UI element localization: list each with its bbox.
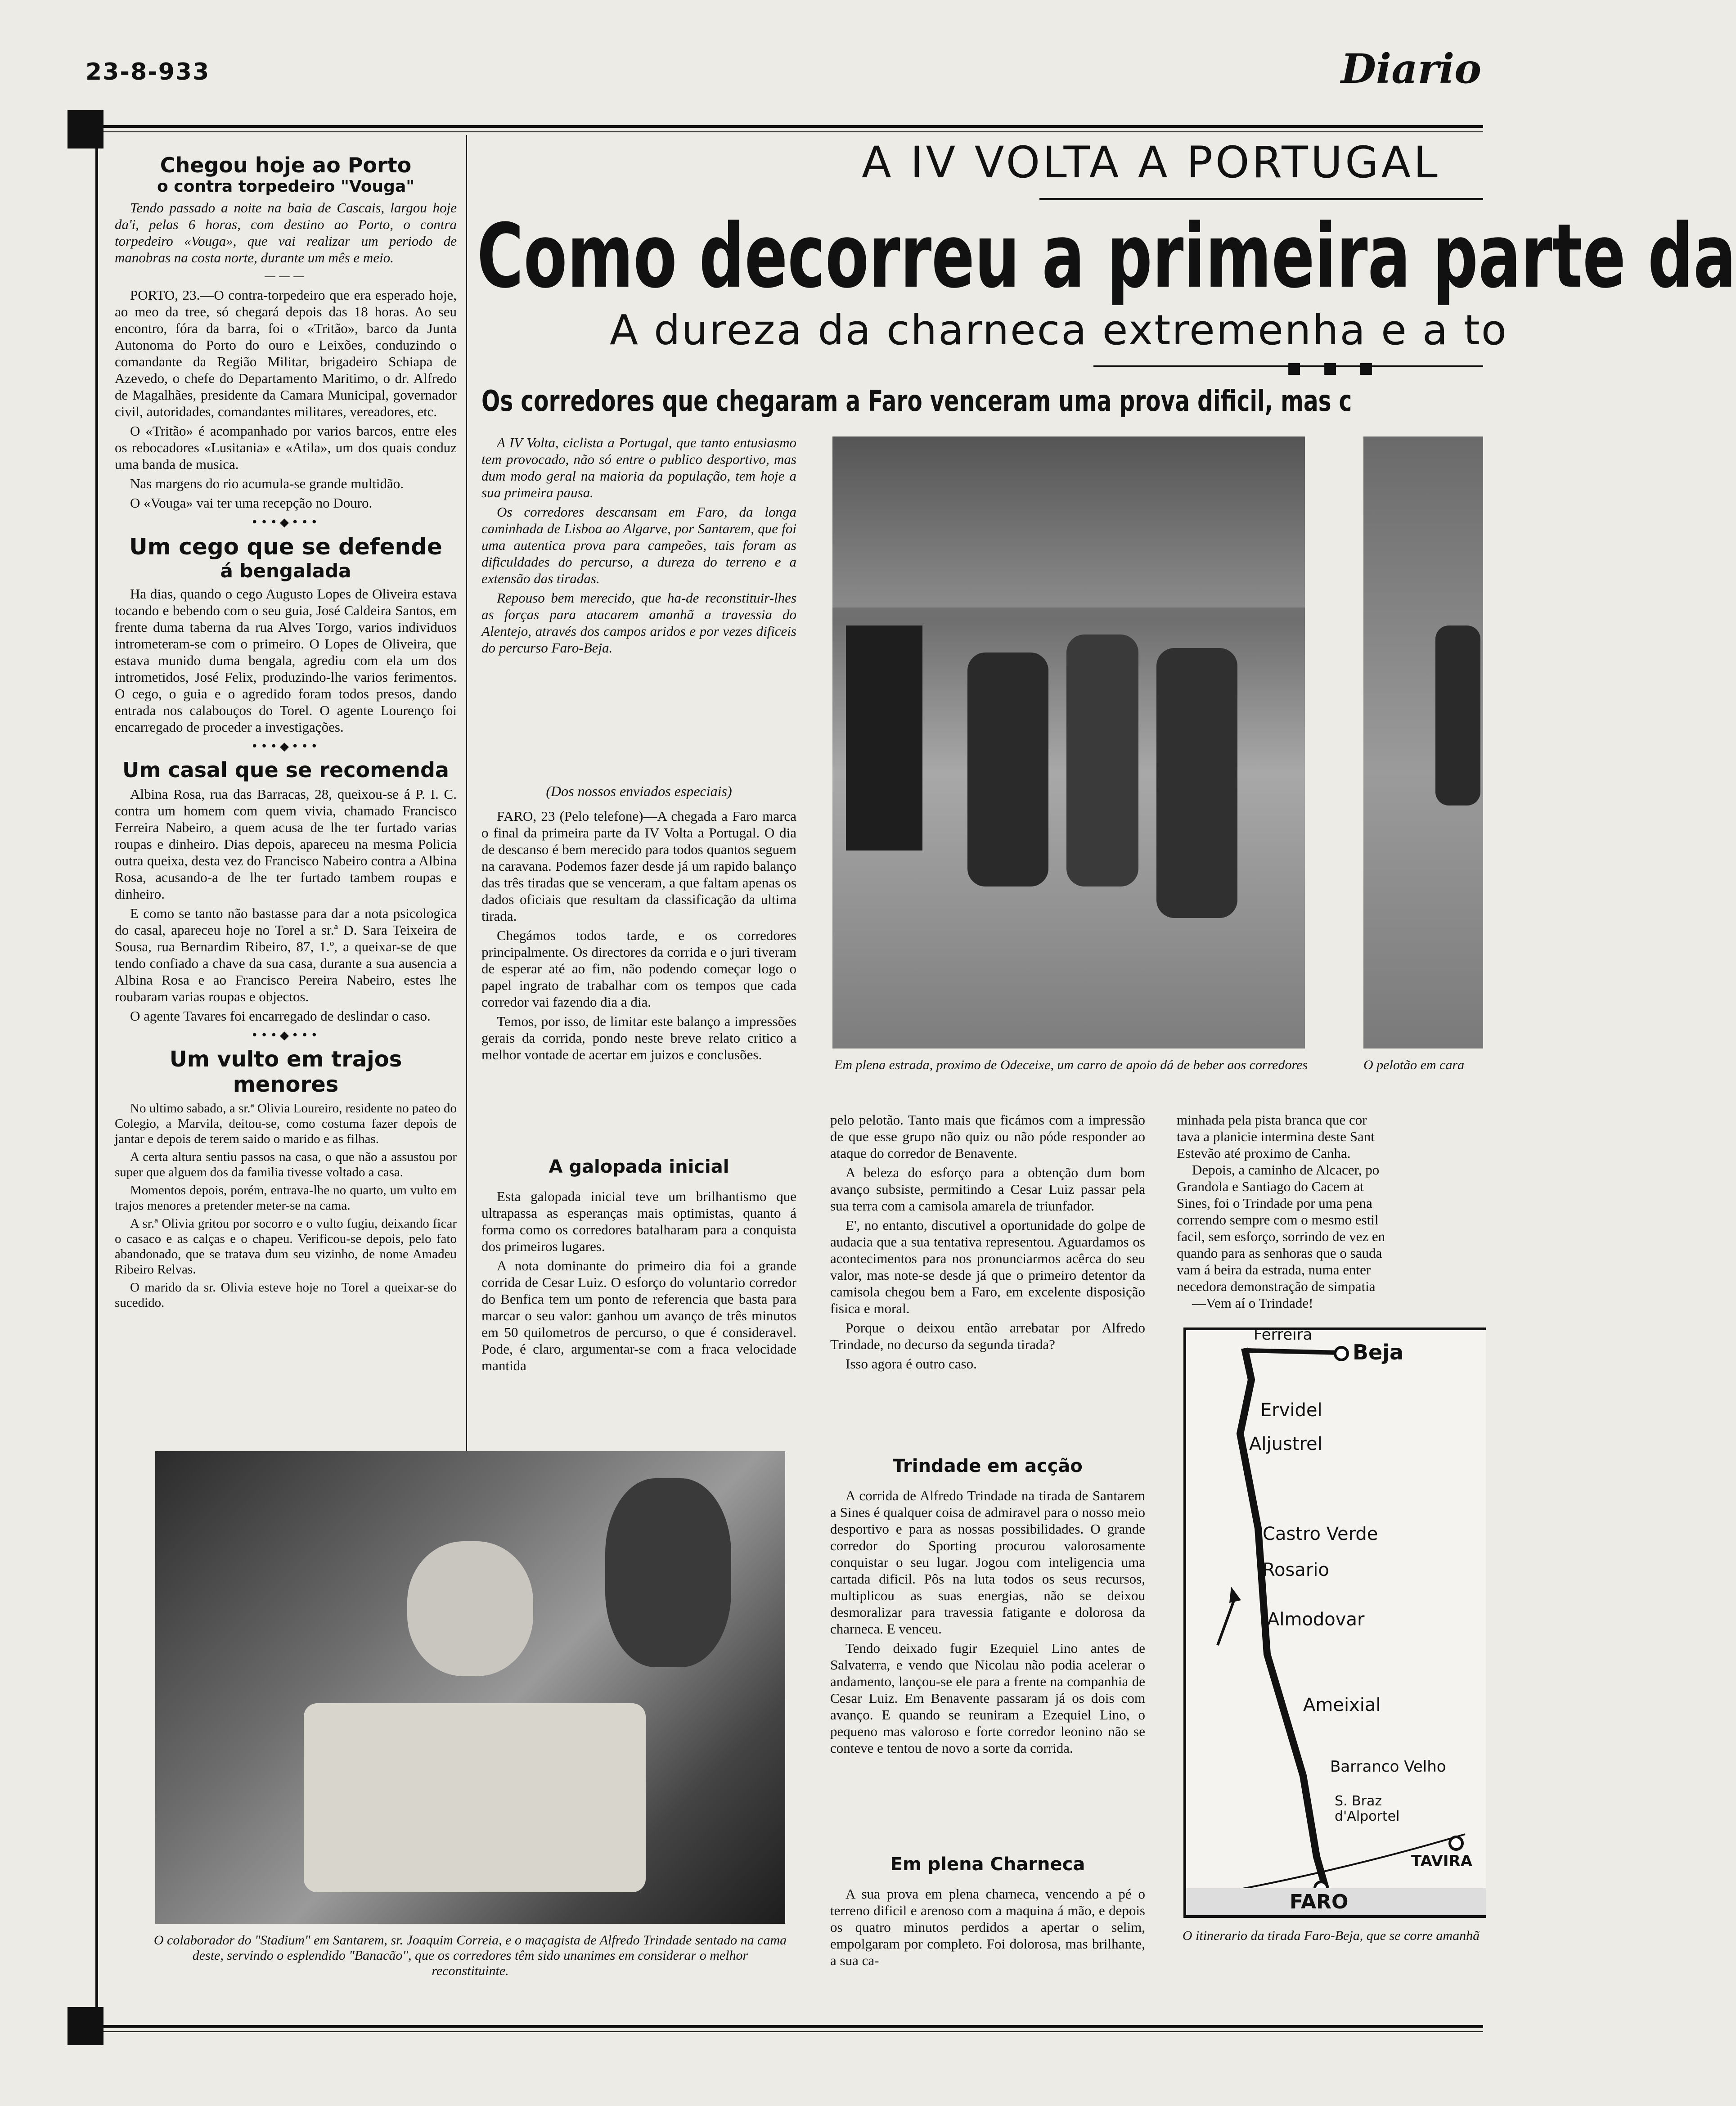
paragraph: FARO, 23 (Pelo telefone)—A chegada a Faro marca o final da primeira parte da IV Volta a Portugal. O dia de descanso é bem merecido para todos quantos seguem na caravana. Podemos fazer desde já um rapido balanço das três tiradas que se venceram, a que faltam apenas os dados oficiais que resultam da classificação da ultima tirada. — [481, 808, 796, 924]
paragraph: E', no entanto, discutivel a oportunidade do golpe de audacia que a sua tentativa representou. Aguardamos os acontecimentos para nos pronunciarmos acêrca do seu valor, mas note-se desde já que o primeiro detentor da camisola chegou bem a Faro, em excelente disposição fisica e moral. — [830, 1217, 1145, 1316]
paragraph: Momentos depois, porém, entrava-lhe no quarto, um vulto em trajos menores a pretender meter-se na cama. — [115, 1183, 457, 1213]
map-label-s-braz: S. Braz d'Alportel — [1335, 1793, 1400, 1824]
article-body-galopada — [481, 1188, 796, 1377]
map-label-barranco-velho: Barranco Velho — [1330, 1758, 1446, 1776]
paragraph: O marido da sr. Olivia esteve hoje no Torel a queixar-se do sucedido. — [115, 1280, 457, 1310]
article-intro — [481, 434, 796, 659]
map-label-beja: Beja — [1353, 1340, 1404, 1364]
photo-caption-stadium: O colaborador do "Stadium" em Santarem, sr. Joaquim Correia, e o maçagista de Alfredo Trindade sentado na cama deste, servindo o esplendido "Banacão", que os corredores têm sido unanimes em considerar o melhor reconstituinte. — [153, 1933, 787, 1978]
article-body-pelotao — [830, 1112, 1145, 1375]
article-body-trindade — [830, 1487, 1145, 1759]
ornament-divider: •••◆••• — [251, 516, 320, 529]
paragraph: A corrida de Alfredo Trindade na tirada de Santarem a Sines é qualquer coisa de admiravel para o nosso meio desportivo e para as nossas possibilidades. O grande corredor do Sporting procurou valorosamente conquistar o seu lugar. Jogou com inteligencia uma cartada dificil. Pôs na luta todos os seus recursos, multiplicou as suas energias, não se deixou desmoralizar para travessia fatigante e dolorosa da charneca. E venceu. — [830, 1488, 1145, 1637]
paragraph: Albina Rosa, rua das Barracas, 28, queixou-se á P. I. C. contra um homem com quem vivia, chamado Francisco Ferreira Nabeiro, a quem acusa de lhe ter furtado varias roupas e dinheiro. Dias depois, apareceu na mesma Policia outra queixa, desta vez do Francisco Nabeiro contra a Albina Rosa, acusando-a de lhe ter furtado tambem roupas e dinheiro. — [115, 786, 457, 902]
left-frame-corner — [67, 110, 103, 148]
paragraph: O «Vouga» vai ter uma recepção no Douro. — [130, 495, 373, 511]
paragraph: pelo pelotão. Tanto mais que ficámos com a impressão de que esse grupo não quiz ou não póde responder ao ataque do corredor de Benavente. — [830, 1112, 1145, 1161]
paragraph: A IV Volta, ciclista a Portugal, que tanto entusiasmo tem provocado, não só entre o publico desportivo, mas dum modo geral na maioria da população, tem hoje a sua primeira pausa. — [481, 435, 796, 500]
left-frame-bottom-corner — [67, 2007, 103, 2045]
deck-ornament: ■ ■ ■ — [1287, 359, 1382, 377]
paragraph: Temos, por isso, de limitar este balanço a impressões gerais da corrida, pondo neste breve relato critico a melhor vontade de acertar em juizos e conclusões. — [481, 1013, 796, 1062]
article-body-charneca — [830, 1886, 1145, 1971]
paragraph: O agente Tavares foi encarregado de deslindar o caso. — [130, 1008, 431, 1024]
paragraph: Esta galopada inicial teve um brilhantismo que ultrapassa as esperanças mais optimistas, quanto á forma como os corredores batalharam para a conquista dos primeiros lugares. — [481, 1188, 796, 1254]
paragraph: A sua prova em plena charneca, vencendo a pé o terreno dificil e arenoso com a maquina á mão, e depois os quatro minutos perdidos a apertar o selim, empolgaram por completo. Foi dolorosa, mas brilhante, a sua ca- — [830, 1886, 1145, 1968]
map-label-faro: FARO — [1290, 1890, 1349, 1913]
subheading-trindade: Trindade em acção — [893, 1456, 1083, 1476]
top-rule-thin — [103, 131, 1483, 132]
column-divider — [466, 135, 467, 1454]
photo-odeceixe — [832, 436, 1305, 1048]
masthead: Diario — [1341, 45, 1482, 93]
photo-caption-pelotao: O pelotão em cara — [1363, 1058, 1465, 1072]
subheading-charneca: Em plena Charneca — [890, 1854, 1085, 1875]
map-label-ervidel: Ervidel — [1260, 1400, 1322, 1421]
section-divider: ——— — [264, 270, 307, 283]
article-title-vulto: Um vulto em trajos menores — [169, 1047, 402, 1097]
paragraph: Os corredores descansam em Faro, da longa caminhada de Lisboa ao Algarve, por Santarem, que foi uma autentica prova para campeões, tais foram as dificuldades do percurso, a dureza do terreno e a extensão das tiradas. — [481, 504, 796, 586]
kicker: A IV VOLTA A PORTUGAL — [862, 137, 1440, 188]
article-lead-porto: Tendo passado a noite na baia de Cascais, largou hoje da'i, pelas 6 horas, com destino ao Porto, o contra torpedeiro «Vouga», que vai realizar um periodo de manobras na costa norte, durante um mês e meio. — [115, 200, 457, 266]
map-label-castro-verde: Castro Verde — [1263, 1524, 1378, 1544]
subheading-galopada: A galopada inicial — [549, 1156, 729, 1177]
article-subtitle-porto: o contra torpedeiro "Vouga" — [157, 177, 414, 196]
headline: Como decorreu a primeira parte da — [477, 205, 1736, 308]
map-label-rosario: Rosario — [1263, 1560, 1329, 1580]
paragraph: A beleza do esforço para a obtenção dum bom avanço subsiste, permitindo a Cesar Luiz passar pela sua terra com a camisola amarela de triunfador. — [830, 1165, 1145, 1214]
article-body-casal — [115, 786, 457, 1024]
bottom-rule-thin — [103, 2031, 1483, 2032]
paragraph: A nota dominante do primeiro dia foi a grande corrida de Cesar Luiz. O esforço do voluntario corredor do Benfica tem um ponto de referencia que basta para marcar o seu valor: ganhou um avanço de três minutos em 50 quilometros de percurso, o que é consideravel. Pode, é claro, argumentar-se com a fraca velocidade mantida — [481, 1258, 796, 1373]
map-label-aljustrel: Aljustrel — [1249, 1434, 1322, 1454]
paragraph: Nas margens do rio acumula-se grande multidão. — [130, 476, 404, 491]
paragraph: A sr.ª Olivia gritou por socorro e o vulto fugiu, deixando ficar o casaco e as calças e o chapeu. Verificou-se depois, pelo fato abandonado, que se tratava dum seu vizinho, de nome Amadeu Ribeiro Relvas. — [115, 1216, 457, 1277]
article-body-caminhada: minhada pela pista branca que cor tava a planicie intermina deste Sant Estevão até proximo de Canha. Depois, a caminho de Alcacer, po Grandola e Santiago do Cacem at Sines, foi o Trindade por uma pena correndo sempre com o mesmo estil facil, sem esforço, sorrindo de vez en quando para as senhoras que o sauda vam á beira da estrada, numa enter necedora demonstração de simpatia —Vem aí o Trindade! — [1177, 1112, 1385, 1311]
map-label-ameixial: Ameixial — [1303, 1695, 1381, 1715]
article-body-cego — [115, 585, 457, 735]
map-label-almodovar: Almodovar — [1267, 1609, 1365, 1630]
kicker-rule — [1039, 198, 1483, 200]
map-label-ferreira: Ferreira — [1254, 1326, 1313, 1344]
paragraph: Repouso bem merecido, que ha-de reconstituir-lhes as forças para atacarem amanhã a travessia do Alentejo, através dos campos aridos e por vezes dificeis do percurso Faro-Beja. — [481, 590, 796, 656]
ornament-divider: •••◆••• — [251, 740, 320, 753]
paragraph: Chegámos todos tarde, e os corredores principalmente. Os directores da corrida e o juri tiveram de esperar até ao fim, não podendo começar logo o papel ingrato de trabalhar com os tempos que cada corredor vai fazendo dia a dia. — [481, 927, 796, 1010]
paragraph: Tendo deixado fugir Ezequiel Lino antes de Salvaterra, e vendo que Nicolau não podia acelerar o andamento, lançou-se ele para a frente na companhia de Cesar Luiz. Em Benavente passaram já os dois com avanço. E quando se reuniram a Ezequiel Lino, o pequeno mas valoroso e forte corredor leonino não se conteve e tentou de novo a sorte da corrida. — [830, 1640, 1145, 1756]
paragraph: Ha dias, quando o cego Augusto Lopes de Oliveira estava tocando e bebendo com o seu guia, José Caldeira Santos, em frente duma taberna da rua Alves Torgo, varios individuos intrometeram-se com o primeiro. O Lopes de Oliveira, que estava munido duma bengala, agrediu com ela um dos intrometidos, José Felix, produzindo-lhe varios ferimentos. O cego, o guia e o agredido foram todos presos, dando entrada nos calabouços do Torel. O agente Lourenço foi encarregado de proceder a investigações. — [115, 586, 457, 735]
paragraph: E como se tanto não bastasse para dar a nota psicologica do casal, apareceu hoje no Torel a sr.ª D. Sara Teixeira de Sousa, rua Bernardim Ribeiro, 87, 1.º, a queixar-se de que tendo confiado a chave da sua casa, durante a sua ausencia a Albina Rosa e ao Francisco Pereira Nabeiro, estes lhe roubaram varias roupas e objectos. — [115, 905, 457, 1004]
photo-caption-odeceixe: Em plena estrada, proximo de Odeceixe, um carro de apoio dá de beber aos corredores — [834, 1058, 1308, 1072]
paragraph: O «Tritão» é acompanhado por varios barcos, entre eles os rebocadores «Lusitania» e «Atila», um dos quais conduz uma banda de musica. — [115, 423, 457, 472]
article-subtitle-cego: á bengalada — [220, 560, 351, 582]
left-column — [115, 153, 457, 1313]
photo-pelotao — [1363, 436, 1483, 1048]
article-title-cego: Um cego que se defende — [129, 534, 442, 560]
map-label-tavira: TAVIRA — [1411, 1852, 1473, 1870]
paragraph: PORTO, 23.—O contra-torpedeiro que era esperado hoje, ao meo da tree, só chegará depois das 18 horas. Ao seu encontro, fóra da barra, foi o «Tritão», barco da Junta Autonoma do Porto do ouro e Leixões, conduzindo o comandante da Região Militar, brigadeiro Schiapa de Azevedo, o chefe do Departamento Maritimo, o dr. Alfredo de Magalhães, presidente da Camara Municipal, governador civil, autoridades, comandantes militares, vereadores, etc. — [115, 287, 457, 419]
ornament-divider: •••◆••• — [251, 1029, 320, 1042]
paragraph: No ultimo sabado, a sr.ª Olivia Loureiro, residente no pateo do Colegio, a Marvila, deitou-se, como costuma fazer depois de jantar e depois de terem saido o marido e as filhas. — [115, 1101, 457, 1146]
paragraph: A certa altura sentiu passos na casa, o que não a assustou por super que alguem dos da familia tivesse voltado a casa. — [115, 1150, 457, 1179]
subhead: Os corredores que chegaram a Faro venceram uma prova dificil, mas c — [481, 385, 1352, 418]
paragraph: Porque o deixou então arrebatar por Alfredo Trindade, no decurso da segunda tirada? — [830, 1320, 1145, 1352]
page-date: 23-8-933 — [85, 58, 210, 86]
byline: (Dos nossos enviados especiais) — [546, 783, 732, 799]
bottom-rule — [103, 2025, 1483, 2028]
top-rule — [103, 125, 1483, 128]
article-body-faro — [481, 808, 796, 1066]
photo-stadium-colaborador — [155, 1451, 785, 1924]
route-map — [1183, 1328, 1486, 1918]
paragraph: Isso agora é outro caso. — [846, 1356, 977, 1372]
article-title-porto: Chegou hoje ao Porto — [160, 153, 412, 177]
article-body-porto — [115, 287, 457, 511]
deck: A dureza da charneca extremenha e a to — [610, 306, 1508, 354]
article-title-casal: Um casal que se recomenda — [122, 758, 449, 782]
map-caption: O itinerario da tirada Faro-Beja, que se corre amanhã — [1182, 1928, 1480, 1943]
left-frame-line — [95, 148, 98, 2020]
article-body-vulto — [115, 1101, 457, 1310]
